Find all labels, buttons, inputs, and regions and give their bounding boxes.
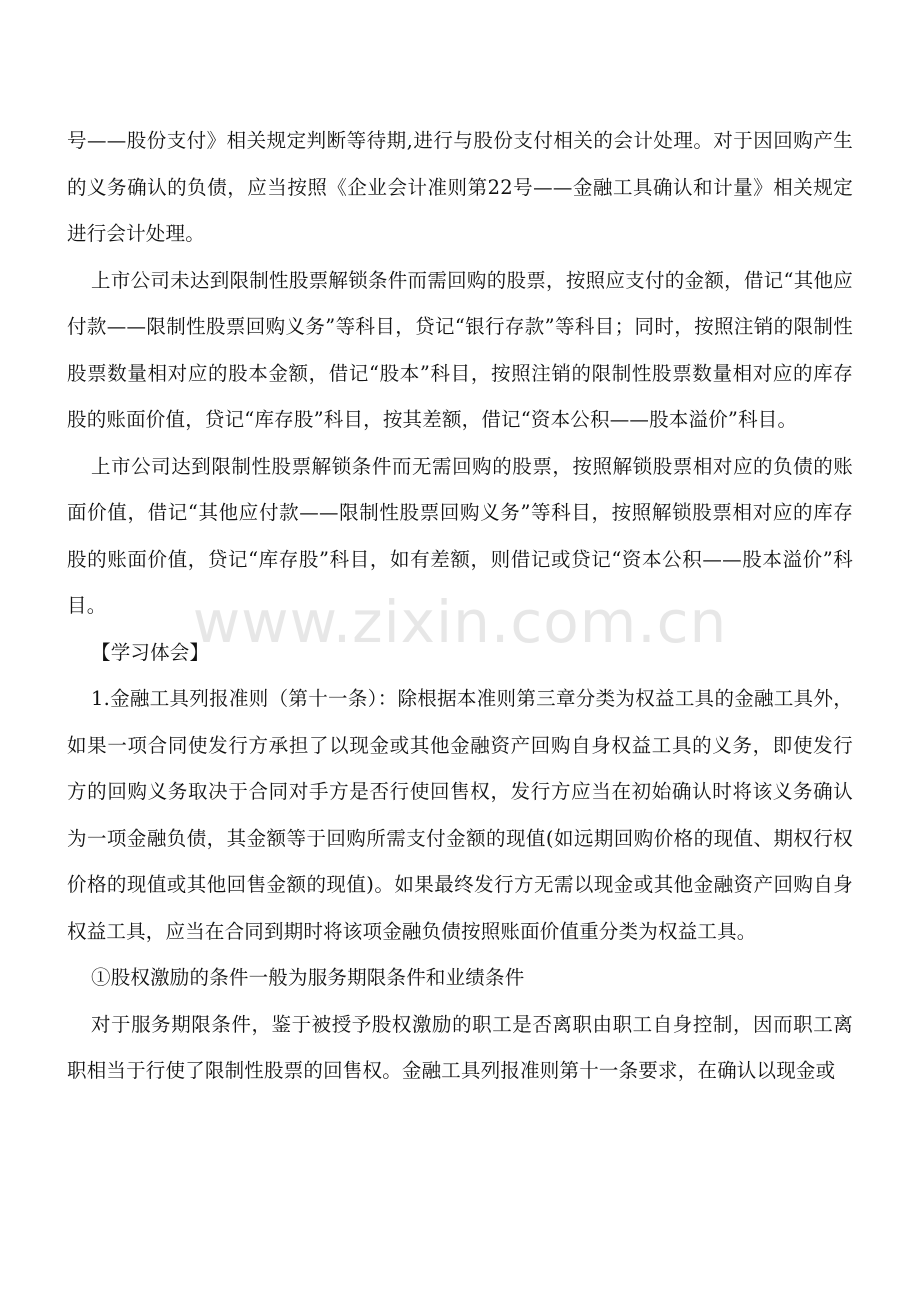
paragraph-service-period-condition: 对于服务期限条件，鉴于被授予股权激励的职工是否离职由职工自身控制，因而职工离职相当于行使了限制性股票的回售权。金融工具列报准则第十一条要求，在确认以现金或 — [67, 1012, 853, 1082]
paragraph-unlock-not-met: 上市公司未达到限制性股票解锁条件而需回购的股票，按照应支付的金额，借记“其他应付款——限制性股票回购义务”等科目，贷记“银行存款”等科目；同时，按照注销的限制性股票数量相对应的股本金额，借记“股本”科目，按照注销的限制性股票数量相对应的库存股的账面价值，贷记“库存股”科目，按其差额，借记“资本公积——股本溢价”科目。 — [67, 268, 853, 431]
watermark-text: www.zixin.com.cn — [192, 588, 728, 656]
paragraph-presentation-standard-article-11: 1.金融工具列报准则（第十一条）：除根据本准则第三章分类为权益工具的金融工具外，如果一项合同使发行方承担了以现金或其他金融资产回购自身权益工具的义务，即使发行方的回购义务取决于合同对手方是否行使回售权，发行方应当在初始确认时将该义务确认为一项金融负债，其金额等于回购所需支付金额的现值(如远期回购价格的现值、期权行权价格的现值或其他回售金额的现值)。如果最终发行方无需以现金或其他金融资产回购自身权益工具，应当在合同到期时将该项金融负债按照账面价值重分类为权益工具。 — [67, 687, 853, 943]
paragraph-incentive-conditions: ①股权激励的条件一般为服务期限条件和业绩条件 — [91, 966, 525, 989]
document-body — [67, 118, 853, 1095]
section-heading-study-notes: 【学习体会】 — [91, 640, 210, 664]
paragraph-share-payment-continued: 号——股份支付》相关规定判断等待期,进行与股份支付相关的会计处理。对于因回购产生的义务确认的负债，应当按照《企业会计准则第22号——金融工具确认和计量》相关规定进行会计处理。 — [67, 129, 853, 245]
paragraph-unlock-met: 上市公司达到限制性股票解锁条件而无需回购的股票，按照解锁股票相对应的负债的账面价值，借记“其他应付款——限制性股票回购义务”等科目，按照解锁股票相对应的库存股的账面价值，贷记“库存股”科目，如有差额，则借记或贷记“资本公积——股本溢价”科目。 — [67, 454, 853, 617]
